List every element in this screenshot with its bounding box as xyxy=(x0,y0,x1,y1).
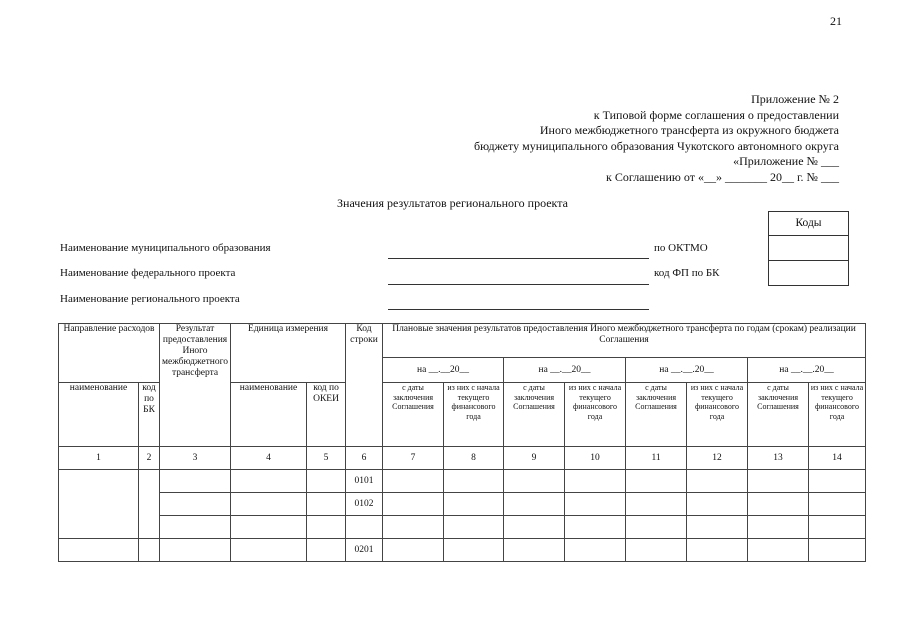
period-header: на __.__.20__ xyxy=(748,358,866,383)
table-cell[interactable] xyxy=(139,539,160,562)
row-code: 0102 xyxy=(346,493,383,516)
okei-header: код по ОКЕИ xyxy=(307,383,346,447)
table-cell[interactable] xyxy=(565,539,626,562)
appendix-header xyxy=(474,92,839,185)
table-cell[interactable] xyxy=(444,516,504,539)
direction-header: Направление расходов xyxy=(59,324,160,383)
table-cell[interactable] xyxy=(160,516,231,539)
table-cell[interactable] xyxy=(139,470,160,539)
table-cell[interactable] xyxy=(231,470,307,493)
column-number: 2 xyxy=(139,447,160,470)
municipality-label: Наименование муниципального образования xyxy=(60,242,271,254)
table-cell[interactable] xyxy=(383,470,444,493)
result-header: Результат предоставления Иного межбюджетного трансферта xyxy=(160,324,231,447)
unit-header: Единица измерения xyxy=(231,324,346,383)
codes-box xyxy=(768,211,849,286)
name-header: наименование xyxy=(59,383,139,447)
table-cell[interactable] xyxy=(809,539,866,562)
table-cell[interactable] xyxy=(504,493,565,516)
code-fp-cell[interactable] xyxy=(769,260,848,285)
bk-code-header: код по БК xyxy=(139,383,160,447)
row-code: 0201 xyxy=(346,539,383,562)
row-code-header: Код строки xyxy=(346,324,383,447)
table-cell[interactable] xyxy=(160,539,231,562)
table-row xyxy=(59,516,866,539)
table-cell[interactable] xyxy=(809,516,866,539)
table-cell[interactable] xyxy=(748,539,809,562)
table-cell[interactable] xyxy=(687,539,748,562)
document-title: Значения результатов регионального проекта xyxy=(337,196,568,210)
column-number: 5 xyxy=(307,447,346,470)
period-header: на __.__20__ xyxy=(504,358,626,383)
table-cell[interactable] xyxy=(307,470,346,493)
federal-project-label: Наименование федерального проекта xyxy=(60,267,236,279)
from-date-header: с даты заключения Соглашения xyxy=(383,383,444,447)
table-cell[interactable] xyxy=(231,539,307,562)
appendix-line: к Соглашению от «__» _______ 20__ г. № ___ xyxy=(606,169,839,184)
column-number: 12 xyxy=(687,447,748,470)
table-cell[interactable] xyxy=(383,493,444,516)
from-year-header: из них с начала текущего финансового года xyxy=(687,383,748,447)
column-number: 3 xyxy=(160,447,231,470)
period-header: на __.__.20__ xyxy=(626,358,748,383)
column-number: 4 xyxy=(231,447,307,470)
table-cell[interactable] xyxy=(231,516,307,539)
from-year-header: из них с начала текущего финансового года xyxy=(444,383,504,447)
table-cell[interactable] xyxy=(231,493,307,516)
row-code: 0101 xyxy=(346,470,383,493)
table-cell[interactable] xyxy=(748,470,809,493)
table-cell[interactable] xyxy=(59,470,139,539)
table-cell[interactable] xyxy=(809,470,866,493)
column-number: 6 xyxy=(346,447,383,470)
table-cell[interactable] xyxy=(444,493,504,516)
regional-project-input[interactable] xyxy=(388,309,649,310)
codes-header: Коды xyxy=(795,217,822,229)
period-header: на __.__20__ xyxy=(383,358,504,383)
table-cell[interactable] xyxy=(809,493,866,516)
from-date-header: с даты заключения Соглашения xyxy=(626,383,687,447)
table-row xyxy=(59,470,866,493)
table-cell[interactable] xyxy=(307,493,346,516)
municipality-input[interactable] xyxy=(388,258,649,259)
table-cell[interactable] xyxy=(626,539,687,562)
unit-name-header: наименование xyxy=(231,383,307,447)
column-number: 8 xyxy=(444,447,504,470)
row-code xyxy=(346,516,383,539)
federal-project-input[interactable] xyxy=(388,284,649,285)
appendix-line: к Типовой форме соглашения о предоставлении xyxy=(593,107,839,122)
from-date-header: с даты заключения Соглашения xyxy=(748,383,809,447)
page-number: 21 xyxy=(830,14,842,28)
column-number: 1 xyxy=(59,447,139,470)
table-cell[interactable] xyxy=(444,470,504,493)
table-cell[interactable] xyxy=(160,470,231,493)
table-cell[interactable] xyxy=(565,516,626,539)
table-cell[interactable] xyxy=(383,539,444,562)
from-year-header: из них с начала текущего финансового года xyxy=(565,383,626,447)
table-cell[interactable] xyxy=(626,470,687,493)
column-number: 7 xyxy=(383,447,444,470)
table-cell[interactable] xyxy=(504,516,565,539)
column-number: 14 xyxy=(809,447,866,470)
appendix-line: бюджету муниципального образования Чукотского автономного округа xyxy=(473,138,839,153)
table-cell[interactable] xyxy=(160,493,231,516)
table-cell[interactable] xyxy=(748,516,809,539)
table-cell[interactable] xyxy=(504,470,565,493)
table-cell[interactable] xyxy=(383,516,444,539)
table-cell[interactable] xyxy=(307,539,346,562)
appendix-line: Приложение № 2 xyxy=(751,92,839,106)
table-row xyxy=(59,493,866,516)
from-date-header: с даты заключения Соглашения xyxy=(504,383,565,447)
table-cell[interactable] xyxy=(626,516,687,539)
column-number: 13 xyxy=(748,447,809,470)
table-cell[interactable] xyxy=(444,539,504,562)
table-cell[interactable] xyxy=(504,539,565,562)
table-cell[interactable] xyxy=(59,539,139,562)
code-oktmo-cell[interactable] xyxy=(769,235,848,260)
fp-code-label: код ФП по БК xyxy=(654,267,720,279)
oktmo-label: по ОКТМО xyxy=(654,242,708,254)
planned-header: Плановые значения результатов предоставления Иного межбюджетного трансферта по годам (срокам) реализации Соглашения xyxy=(383,324,866,358)
from-year-header: из них с начала текущего финансового года xyxy=(809,383,866,447)
table-cell[interactable] xyxy=(565,493,626,516)
appendix-line: Иного межбюджетного трансферта из окружного бюджета xyxy=(539,123,839,137)
column-number: 9 xyxy=(504,447,565,470)
table-cell[interactable] xyxy=(687,470,748,493)
column-number: 11 xyxy=(626,447,687,470)
table-cell[interactable] xyxy=(307,516,346,539)
column-number: 10 xyxy=(565,447,626,470)
table-cell[interactable] xyxy=(687,493,748,516)
results-table xyxy=(58,323,866,562)
table-cell[interactable] xyxy=(626,493,687,516)
table-cell[interactable] xyxy=(748,493,809,516)
table-row xyxy=(59,539,866,562)
table-cell[interactable] xyxy=(687,516,748,539)
appendix-line: «Приложение № ___ xyxy=(733,154,839,168)
regional-project-label: Наименование регионального проекта xyxy=(60,293,240,305)
table-cell[interactable] xyxy=(565,470,626,493)
